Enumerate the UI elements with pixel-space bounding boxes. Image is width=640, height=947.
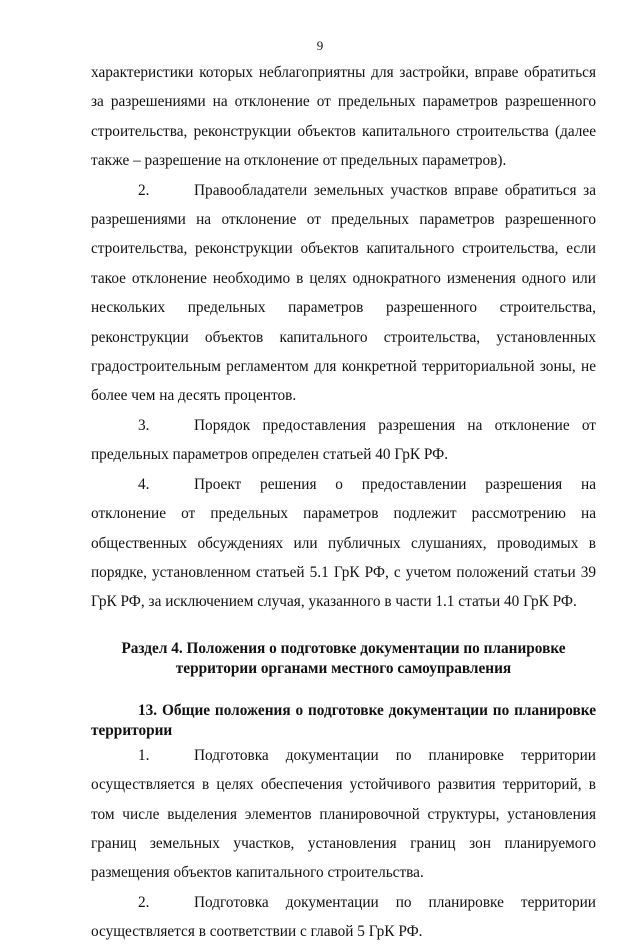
section-heading-line: территории органами местного самоуправления — [175, 659, 512, 677]
item-text: Проект решения о предоставлении разрешения на отклонение от предельных параметров подлежит рассмотрению на общественных обсуждениях или публичных слушаниях, проводимых в порядке, установленном статьей 5.1 ГрК РФ, с учетом положений статьи 39 ГрК РФ, за исключением случая, указанного в части 1.1 статьи 40 ГрК РФ. — [91, 475, 596, 611]
item-text: Правообладатели земельных участков вправе обратиться за разрешениями на отклонение от предельных параметров разрешенного строительства, реконструкции объектов капитального строительства, если такое отклонение необходимо в целях однократного изменения одного или нескольких предельных параметров разрешенного строительства, реконструкции объектов капитального строительства, установленных градостроительным регламентом для конкретной территориальной зоны, не более чем на десять процентов. — [91, 181, 596, 405]
item-text: Порядок предоставления разрешения на отклонение от предельных параметров определен статьей 40 ГрК РФ. — [91, 416, 596, 464]
list-item — [91, 411, 596, 470]
item-number: 1. — [138, 746, 150, 764]
section-heading-line: Раздел 4. Положения о подготовке документации по планировке — [121, 639, 566, 657]
document-body — [91, 58, 596, 947]
item-number: 4. — [138, 475, 150, 493]
paragraph-continuation: характеристики которых неблагоприятны для застройки, вправе обратиться за разрешениями на отклонение от предельных параметров разрешенного строительства, реконструкции объектов капитального строительства (далее также – разрешение на отклонение от предельных параметров). — [91, 64, 596, 170]
list-item — [91, 176, 596, 411]
item-text: Подготовка документации по планировке территории осуществляется в целях обеспечения устойчивого развития территорий, в том числе выделения элементов планировочной структуры, установления границ земельных участков, установления границ зон планируемого размещения объектов капитального строительства. — [91, 746, 596, 882]
list-item — [91, 888, 596, 947]
page-number: 9 — [316, 38, 324, 53]
section-heading — [91, 639, 596, 679]
subsection-heading: 13. Общие положения о подготовке документации по планировке территории — [91, 701, 596, 739]
item-number: 3. — [138, 416, 150, 434]
list-item — [91, 741, 596, 888]
list-item — [91, 470, 596, 617]
item-number: 2. — [138, 893, 150, 911]
item-number: 2. — [138, 181, 150, 199]
item-text: Подготовка документации по планировке территории осуществляется в соответствии с главой 5 ГрК РФ. — [91, 893, 596, 941]
